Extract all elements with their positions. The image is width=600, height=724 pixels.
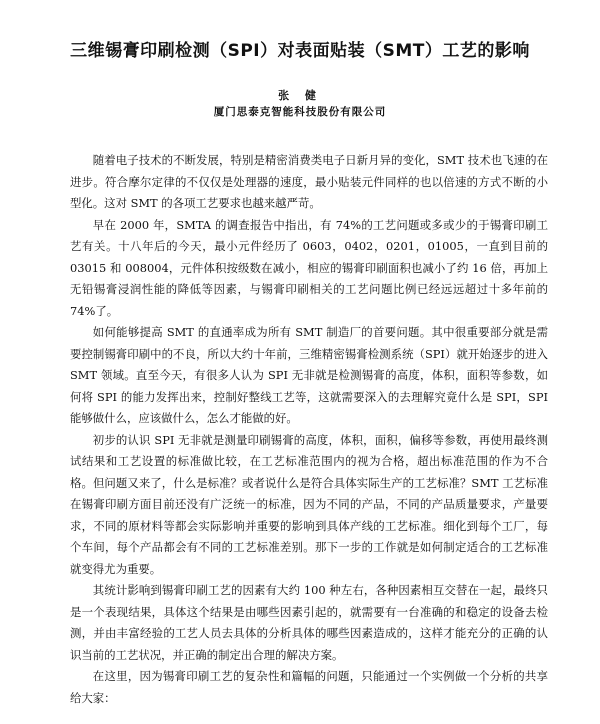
- article-body: [70, 150, 548, 709]
- paper-title: 三维锡膏印刷检测（SPI）对表面贴装（SMT）工艺的影响: [70, 41, 530, 61]
- paragraph: 随着电子技术的不断发展，特别是精密消费类电子日新月异的变化，SMT 技术也飞速的在进步。符合摩尔定律的不仅仅是处理器的速度，最小贴装元件同样的也以倍速的方式不断的小型化。这对 SMT 的各项工艺要求也越来越严苛。: [70, 153, 548, 210]
- paragraph: 初步的认识 SPI 无非就是测量印刷锡膏的高度，体积，面积，偏移等参数，再使用最终测试结果和工艺设置的标准做比较，在工艺标准范围内的视为合格，超出标准范围的作为不合格。但问题又来了，什么是标准？或者说什么是符合具体实际生产的工艺标准？SMT 工艺标准在锡膏印刷方面目前还没有广泛统一的标准，因为不同的产品，不同的产品质量要求，产量要求，不同的原材料等都会实际影响并重要的影响到具体产线的工艺标准。细化到每个工厂，每个车间，每个产品都会有不同的工艺标准差别。那下一步的工作就是如何制定适合的工艺标准就变得尤为重要。: [70, 432, 548, 576]
- author-name: 张 健: [278, 89, 322, 102]
- author-affiliation: 厦门思泰克智能科技股份有限公司: [213, 106, 387, 118]
- paragraph: 其统计影响到锡膏印刷工艺的因素有大约 100 种左右，各种因素相互交替在一起，最终只是一个表现结果，具体这个结果是由哪些因素引起的，就需要有一台准确的和稳定的设备去检测，并由丰富经验的工艺人员去具体的分析具体的哪些因素造成的，这样才能充分的正确的认识当前的工艺状况，并正确的制定出合理的解决方案。: [70, 583, 548, 662]
- paragraph: 在这里，因为锡膏印刷工艺的复杂性和篇幅的问题，只能通过一个实例做一个分析的共享给大家：: [70, 669, 548, 705]
- paragraph: 如何能够提高 SMT 的直通率成为所有 SMT 制造厂的首要问题。其中很重要部分就是需要控制锡膏印刷中的不良，所以大约十年前，三维精密锡膏检测系统（SPI）就开始逐步的进入 SMT 领域。直至今天，有很多人认为 SPI 无非就是检测锡膏的高度，体积，面积等参数，如何将 SPI 的能力发挥出来，控制好整线工艺等，这就需要深入的去理解究竟什么是 SPI，SPI 能够做什么，应该做什么，怎么才能做的好。: [70, 325, 548, 425]
- paragraph: 早在 2000 年，SMTA 的调查报告中指出，有 74%的工艺问题或多或少的于锡膏印刷工艺有关。十八年后的今天，最小元件经历了 0603，0402，0201，01005，一直到目前的 03015 和 008004，元件体积按级数在减小，相应的锡膏印刷面积也减小了约 16 倍，再加上无铅锡膏浸润性能的降低等因素，与锡膏印刷相关的工艺问题比例已经远远超过十多年前的 74%了。: [70, 217, 548, 318]
